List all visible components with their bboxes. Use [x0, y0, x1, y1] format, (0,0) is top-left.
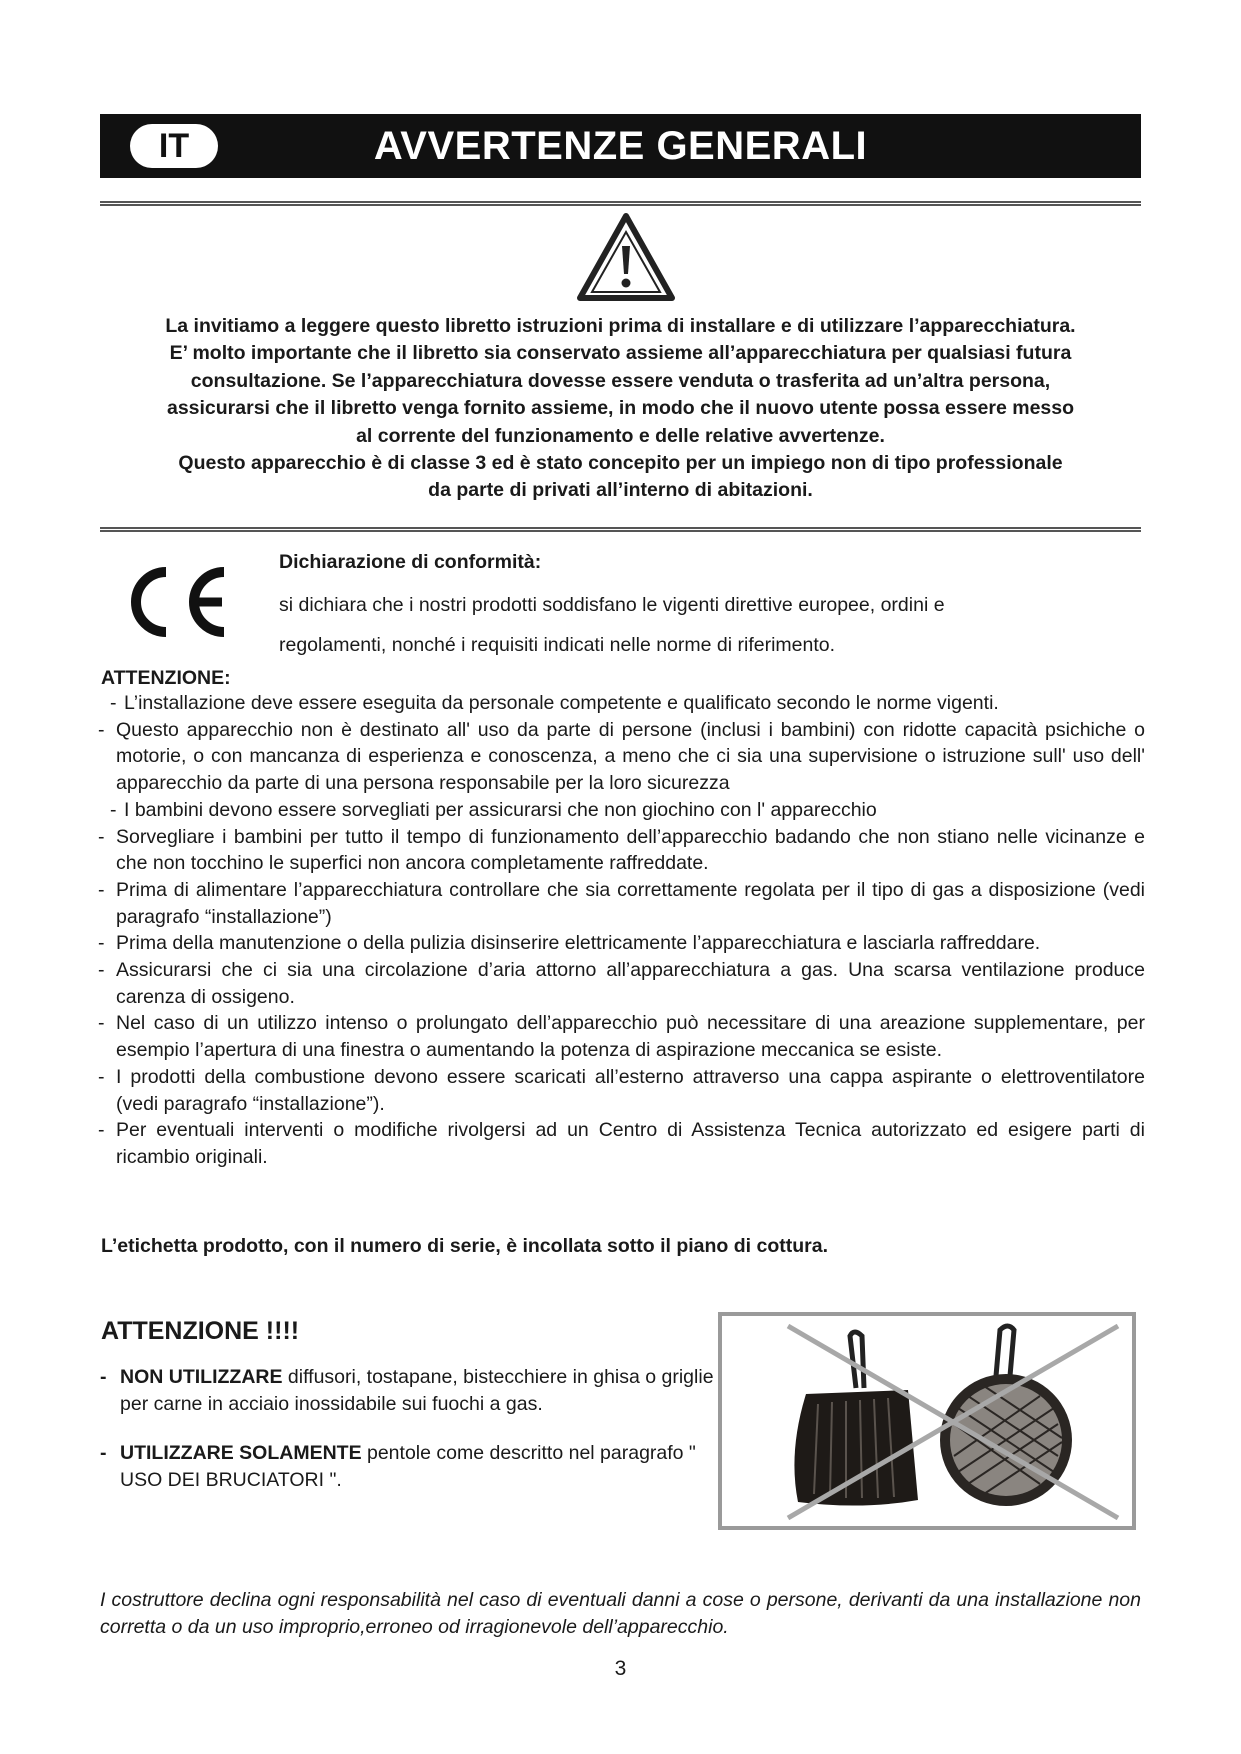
conformity-title: Dichiarazione di conformità: [279, 551, 542, 573]
list-item: - Per eventuali interventi o modifiche rivolgersi ad un Centro di Assistenza Tecnica autorizzato ed esigere parti di ricambio originali. [98, 1119, 1145, 1168]
use-only-label: UTILIZZARE SOLAMENTE [120, 1442, 362, 1464]
list-item: - Assicurarsi che ci sia una circolazione d’aria attorno all’apparecchiatura a gas. Una scarsa ventilazione produce carenza di ossigeno. [98, 959, 1145, 1008]
attention-list [96, 690, 1145, 1171]
ce-mark-icon [122, 560, 232, 644]
prohibited-cookware-illustration [718, 1312, 1136, 1530]
divider-middle [100, 527, 1141, 532]
page-number: 3 [614, 1657, 627, 1680]
product-label-note: L’etichetta prodotto, con il numero di serie, è incollata sotto il piano di cottura. [101, 1235, 828, 1257]
list-item: - Nel caso di un utilizzo intenso o prolungato dell’apparecchio può necessitare di una areazione supplementare, per esempio l’apertura di una finestra o aumentando la potenza di aspirazione meccanica se esiste. [98, 1012, 1145, 1062]
list-item: - NON UTILIZZARE diffusori, tostapane, bistecchiere in ghisa o griglie per carne in acciaio inossidabile sui fuochi a gas. [100, 1366, 714, 1415]
liability-disclaimer: I costruttore declina ogni responsabilità nel caso di eventuali danni a cose o persone, derivanti da una installazione non corretta o da un uso improprio,erroneo od irragionevole dell’apparecchio. [100, 1589, 1141, 1638]
language-badge: IT [130, 124, 218, 168]
list-item: - I bambini devono essere sorvegliati per assicurarsi che non giochino con l' apparecchio [110, 798, 877, 821]
attention-title: ATTENZIONE: [101, 667, 231, 689]
section-header [100, 114, 1141, 178]
conformity-text: si dichiara che i nostri prodotti soddisfano le vigenti direttive europee, ordini e [279, 594, 945, 616]
divider-top [100, 201, 1141, 206]
list-item: - Prima di alimentare l’apparecchiatura controllare che sia correttamente regolata per il tipo di gas a disposizione (vedi paragrafo “installazione”) [98, 878, 1145, 928]
intro-line: al corrente del funzionamento e delle relative avvertenze. [356, 424, 885, 447]
list-item: - Sorvegliare i bambini per tutto il tempo di funzionamento dell’apparecchio badando che non stiano nelle vicinanze e che non tocchino le superfici non ancora completamente raffreddate. [98, 825, 1145, 875]
list-item: - I prodotti della combustione devono essere scaricati all’esterno attraverso una cappa aspirante o elettroventilatore (vedi paragrafo “installazione”). [98, 1065, 1145, 1115]
list-item: - L’installazione deve essere eseguita da personale competente e qualificato secondo le norme vigenti. [110, 692, 999, 714]
conformity-text: regolamenti, nonché i requisiti indicati nelle norme di riferimento. [279, 634, 836, 656]
intro-line: La invitiamo a leggere questo libretto istruzioni prima di installare e di utilizzare l’apparecchiatura. [165, 315, 1076, 337]
list-item: - Questo apparecchio non è destinato all' uso da parte di persone (inclusi i bambini) con ridotte capacità psichiche o motorie, o con mancanza di esperienza e conoscenza, a meno che ci sia una supervisione o istruzione sull' uso dell' apparecchio da parte di una persona responsabile per la loro sicurezza [98, 718, 1145, 795]
intro-line: assicurarsi che il libretto venga fornito assieme, in modo che il nuovo utente possa essere messo [166, 397, 1075, 420]
cookware-warning-list [100, 1364, 720, 1516]
intro-line: Questo apparecchio è di classe 3 ed è stato concepito per un impiego non di tipo professionale [178, 452, 1063, 475]
list-item: - Prima della manutenzione o della pulizia disinserire elettricamente l’apparecchiatura e lasciarla raffreddare. [98, 932, 1041, 955]
warning-triangle-icon [576, 212, 676, 302]
page-title: AVVERTENZE GENERALI [373, 124, 868, 168]
do-not-use-label: NON UTILIZZARE [120, 1366, 283, 1388]
attention-warning-title: ATTENZIONE !!!! [101, 1317, 300, 1345]
list-item: - UTILIZZARE SOLAMENTE pentole come descritto nel paragrafo " USO DEI BRUCIATORI ". [100, 1442, 696, 1491]
intro-paragraph [100, 313, 1141, 505]
intro-line: da parte di privati all’interno di abitazioni. [428, 479, 813, 502]
intro-line: E’ molto importante che il libretto sia conservato assieme all’apparecchiatura per qualsiasi futura [169, 342, 1072, 365]
intro-line: consultazione. Se l’apparecchiatura dovesse essere venduta o trasferita ad un’altra persona, [190, 369, 1051, 392]
